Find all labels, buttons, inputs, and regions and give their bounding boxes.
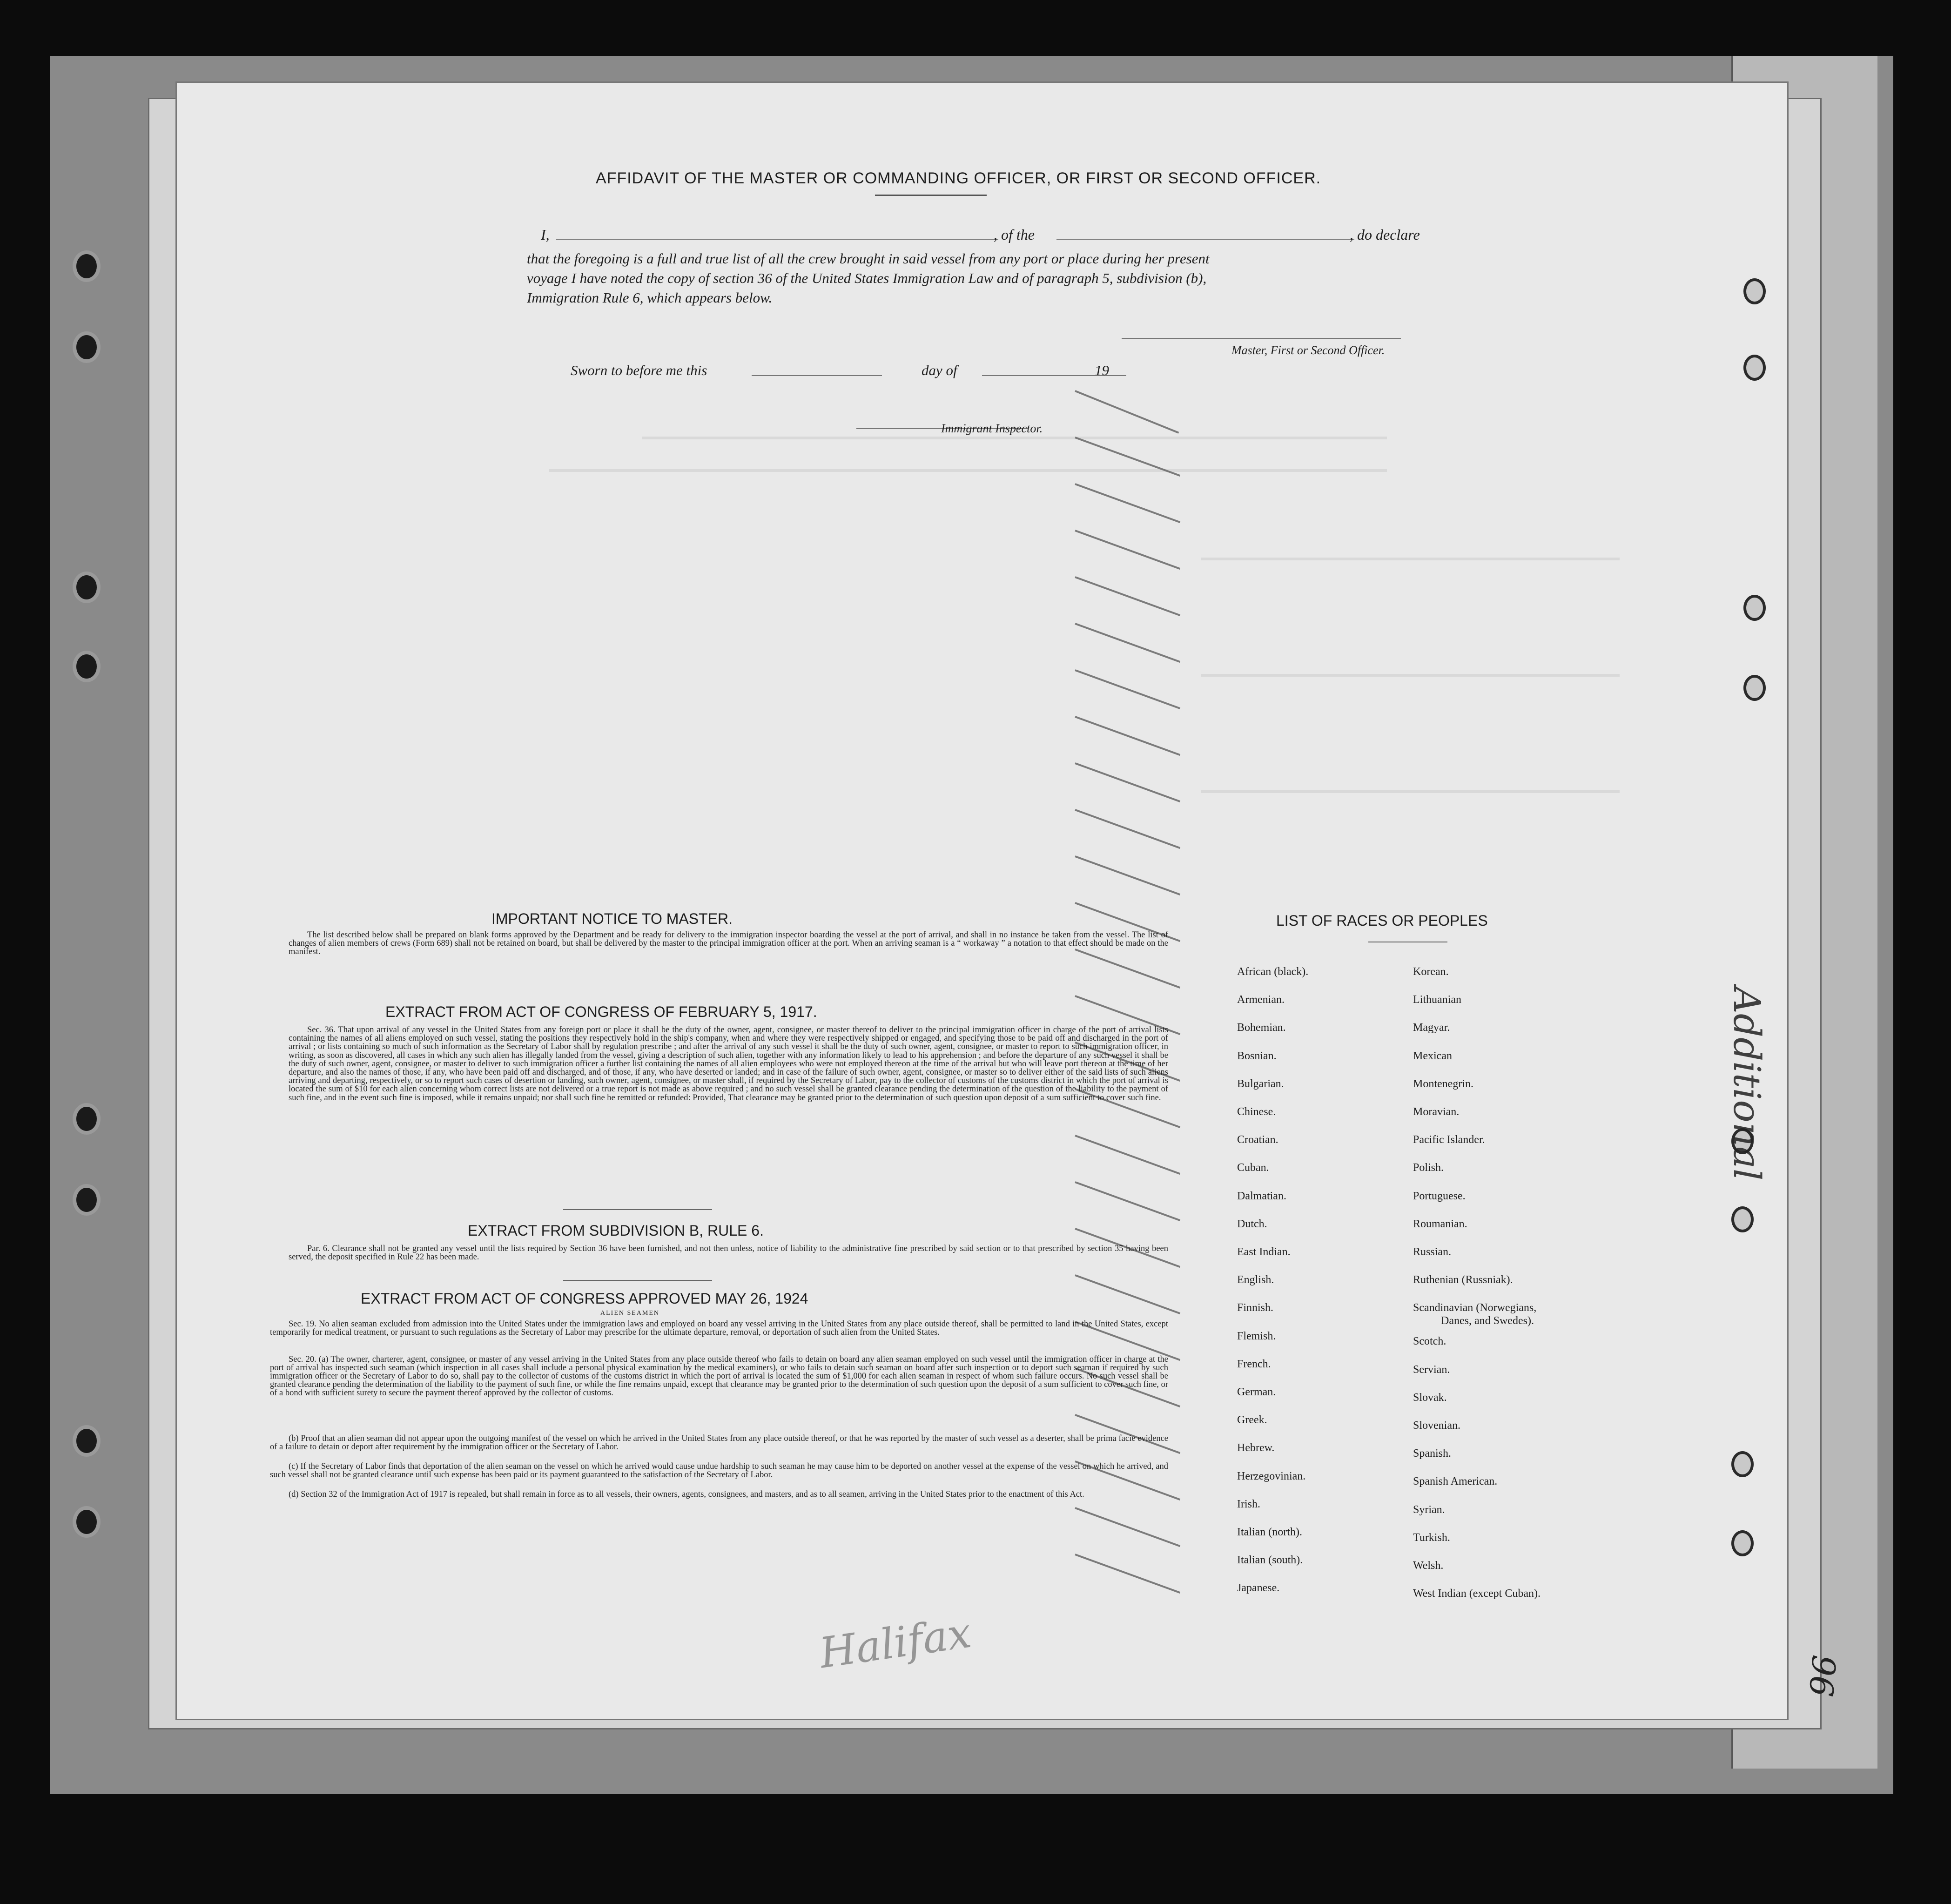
show-through bbox=[549, 469, 1387, 472]
race-item: Herzegovinian. bbox=[1237, 1470, 1306, 1482]
show-through bbox=[642, 437, 1387, 439]
ditto-slash bbox=[1075, 1274, 1180, 1314]
race-item: West Indian (except Cuban). bbox=[1413, 1588, 1541, 1600]
sec20b-text: (b) Proof that an alien seaman did not appear upon the outgoing manifest of the vessel on which he arrived in the United States from any place outside thereof, or that he was reported by the master of such vessel as a deserter, shall be prima facie evidence of a failure to detain or deport after requirement by the immigration officer or the Secretary of Labor. bbox=[270, 1434, 1168, 1452]
races-title: LIST OF RACES OR PEOPLES bbox=[1276, 912, 1488, 929]
extract-1917-body: Sec. 36. That upon arrival of any vessel in the United States from any foreign port or place it shall be the duty of the owner, agent, consignee, or master thereof to deliver to the principal immigration officer in charge of the port of arrival lists containing the names of all aliens employed on such vessel, stating the positions they respectively hold in the ship's company, when and where they were respectively shipped or engaged, and specifying those to be paid off and discharged in the port of arrival ; or lists containing so much of such information as the Secretary of Labor shall by regulation prescribe ; and after the arrival of any such vessel it shall be the duty of such owner, agent, consignee, or master to report to such immigration officer, in writing, as soon as discovered, all cases in which any such alien has illegally landed from the vessel, giving a description of such alien, together with any information likely to lead to his apprehension ; and before the departure of any such vessel it shall be the duty of such owner, agent, consignee, or master to deliver to such immigration officer a further list containing the names of all alien employees who were not employed thereon at the time of the arrival but who will leave port thereon at the time of her departure, and also the names of those, if any, who have been paid off and discharged, and of those, if any, who have deserted or landed; and in case of the failure of such owner, agent, consignee, or master so to deliver either of the said lists of such aliens arriving and departing, respectively, or so to report such cases of desertion or landing, such owner, agent, consignee, or master shall, if required by the Secretary of Labor, pay to the collector of customs of the customs district in which the port of arrival is located the sum of $10 for each alien concerning whom correct lists are not delivered or a true report is not made as above required ; and no such vessel shall be granted clearance pending the determination of the question of the liability to the payment of such fine, and in the event such fine is imposed, while it remains unpaid; nor shall such fine be remitted or refunded: Provided, That clearance may be granted prior to the determination of such question upon deposit of a sum sufficient to cover such fine. bbox=[289, 1025, 1168, 1103]
affidavit-of-the: , of the bbox=[994, 226, 1035, 243]
binder-hole bbox=[73, 1184, 101, 1216]
extract-rule6-body: Par. 6. Clearance shall not be granted any vessel until the lists required by Section 36 have been furnished, and not then unless, notice of liability to the administrative fine prescribed by said section or to that prescribed by section 35 having been served, the deposit specified in Rule 22 has been made. bbox=[289, 1244, 1168, 1262]
binder-ring bbox=[1743, 278, 1766, 304]
race-item: Finnish. bbox=[1237, 1302, 1274, 1314]
race-item: Scandinavian (Norwegians, bbox=[1413, 1302, 1537, 1314]
race-item: Roumanian. bbox=[1413, 1218, 1467, 1230]
binder-hole bbox=[73, 250, 101, 282]
show-through bbox=[1201, 674, 1620, 677]
ditto-slash bbox=[1075, 1181, 1180, 1221]
binder-ring bbox=[1731, 1530, 1754, 1556]
race-item: Magyar. bbox=[1413, 1022, 1450, 1034]
race-item: Turkish. bbox=[1413, 1531, 1450, 1544]
race-item: Dutch. bbox=[1237, 1218, 1267, 1230]
affidavit-do-declare: , do declare bbox=[1350, 226, 1420, 243]
binder-hole bbox=[73, 1425, 101, 1457]
vessel-blank bbox=[1056, 239, 1354, 240]
race-item: English. bbox=[1237, 1274, 1274, 1286]
race-item: Scotch. bbox=[1413, 1335, 1446, 1348]
sec20d-text: (d) Section 32 of the Immigration Act of 1917 is repealed, but shall remain in force as to all vessels, their owners, agents, consignees, and masters, and as to all seamen, arriving in the United States prior to the enactment of this Act. bbox=[289, 1490, 1084, 1499]
race-item: French. bbox=[1237, 1358, 1271, 1370]
section-rule bbox=[563, 1209, 712, 1210]
race-item: Ruthenian (Russniak). bbox=[1413, 1274, 1513, 1286]
race-item: Bohemian. bbox=[1237, 1022, 1286, 1034]
title-rule bbox=[875, 195, 987, 196]
day-of-label: day of bbox=[922, 362, 957, 378]
binder-ring bbox=[1743, 355, 1766, 381]
year-prefix: 19 bbox=[1095, 362, 1109, 378]
race-item: Croatian. bbox=[1237, 1134, 1278, 1146]
race-item-continued: Danes, and Swedes). bbox=[1441, 1315, 1534, 1327]
race-item: Dalmatian. bbox=[1237, 1190, 1286, 1202]
extract-1924-title: EXTRACT FROM ACT OF CONGRESS APPROVED MAY 26, 1924 bbox=[361, 1290, 808, 1307]
binder-hole bbox=[73, 331, 101, 363]
ditto-slash bbox=[1075, 576, 1180, 616]
binder-hole bbox=[73, 1506, 101, 1538]
race-item: Italian (north). bbox=[1237, 1526, 1302, 1539]
race-item: Bulgarian. bbox=[1237, 1077, 1284, 1090]
ditto-slash bbox=[1075, 530, 1180, 570]
race-item: Lithuanian bbox=[1413, 994, 1461, 1006]
ditto-slash bbox=[1075, 809, 1180, 849]
sworn-before-label: Sworn to before me this bbox=[571, 362, 707, 378]
extract-rule6-title: EXTRACT FROM SUBDIVISION B, RULE 6. bbox=[468, 1222, 764, 1239]
inspector-signature-caption: Immigrant Inspector. bbox=[941, 422, 1043, 435]
race-item: Servian. bbox=[1413, 1363, 1450, 1376]
race-item: Polish. bbox=[1413, 1162, 1444, 1174]
race-item: Syrian. bbox=[1413, 1503, 1445, 1516]
race-item: East Indian. bbox=[1237, 1246, 1291, 1258]
ditto-slash bbox=[1075, 1554, 1180, 1594]
race-item: Russian. bbox=[1413, 1246, 1452, 1258]
extract-1917-title: EXTRACT FROM ACT OF CONGRESS OF FEBRUARY 5, 1917. bbox=[385, 1003, 817, 1020]
race-item: Welsh. bbox=[1413, 1560, 1444, 1572]
handwritten-bottom-note: Halifax bbox=[816, 1608, 975, 1678]
name-blank bbox=[556, 239, 998, 240]
binder-hole bbox=[73, 572, 101, 603]
binder-ring bbox=[1743, 675, 1766, 701]
race-item: Greek. bbox=[1237, 1414, 1267, 1426]
master-signature-line bbox=[1122, 338, 1401, 339]
race-item: Montenegrin. bbox=[1413, 1077, 1473, 1090]
ditto-slash bbox=[1075, 623, 1180, 663]
race-item: Slovenian. bbox=[1413, 1420, 1460, 1432]
ditto-slash bbox=[1075, 716, 1180, 756]
affidavit-page bbox=[177, 83, 1787, 1719]
binder-ring bbox=[1743, 595, 1766, 621]
race-item: Pacific Islander. bbox=[1413, 1134, 1485, 1146]
race-item: African (black). bbox=[1237, 966, 1309, 978]
ditto-slash bbox=[1075, 669, 1180, 709]
race-item: Chinese. bbox=[1237, 1106, 1276, 1118]
race-item: Flemish. bbox=[1237, 1330, 1276, 1342]
ditto-slash bbox=[1075, 762, 1180, 802]
ditto-slash bbox=[1075, 1135, 1180, 1175]
affidavit-line4: Immigration Rule 6, which appears below. bbox=[527, 289, 773, 306]
race-item: Irish. bbox=[1237, 1498, 1260, 1510]
race-item: Portuguese. bbox=[1413, 1190, 1466, 1202]
races-right-column bbox=[1413, 958, 1646, 1608]
affidavit-i-label: I, bbox=[541, 226, 550, 243]
race-item: Mexican bbox=[1413, 1050, 1452, 1062]
race-item: Hebrew. bbox=[1237, 1442, 1275, 1454]
race-item: German. bbox=[1237, 1386, 1276, 1399]
race-item: Slovak. bbox=[1413, 1391, 1447, 1404]
show-through bbox=[1201, 558, 1620, 560]
handwritten-margin-note: Additional bbox=[1725, 987, 1769, 1181]
master-signature-caption: Master, First or Second Officer. bbox=[1231, 343, 1385, 357]
race-item: Spanish American. bbox=[1413, 1475, 1498, 1488]
races-left-column bbox=[1237, 958, 1423, 1602]
race-item: Armenian. bbox=[1237, 994, 1285, 1006]
sec19-text: Sec. 19. No alien seaman excluded from admission into the United States under the immigration laws and employed on board any vessel arriving in the United States from any place outside thereof, shall be permitted to land in the United States, except temporarily for medical treatment, or pursuant to such regulations as the Secretary of Labor may prescribe for the ultimate departure, removal, or deportation of such alien from the United States. bbox=[270, 1319, 1168, 1337]
handwritten-page-number: 96 bbox=[1801, 1653, 1843, 1698]
race-item: Cuban. bbox=[1237, 1162, 1269, 1174]
extract-1924-subtitle: ALIEN SEAMEN bbox=[600, 1310, 660, 1317]
race-item: Italian (south). bbox=[1237, 1554, 1303, 1567]
ditto-slash bbox=[1075, 1507, 1180, 1547]
ditto-slash bbox=[1075, 483, 1180, 523]
race-item: Spanish. bbox=[1413, 1447, 1452, 1460]
section-rule bbox=[563, 1280, 712, 1281]
binder-hole bbox=[73, 1103, 101, 1135]
affidavit-line2: that the foregoing is a full and true list of all the crew brought in said vessel from any port or place during her present bbox=[527, 250, 1210, 267]
binder-ring bbox=[1731, 1451, 1754, 1477]
affidavit-line3: voyage I have noted the copy of section 36 of the United States Immigration Law and of paragraph 5, subdivision (b), bbox=[527, 270, 1207, 286]
race-item: Korean. bbox=[1413, 966, 1449, 978]
affidavit-title: AFFIDAVIT OF THE MASTER OR COMMANDING OFFICER, OR FIRST OR SECOND OFFICER. bbox=[596, 169, 1321, 187]
sec20c-text: (c) If the Secretary of Labor finds that deportation of the alien seaman on the vessel on which he arrived would cause undue hardship to such seaman he may cause him to be deported on another vessel at the expense of the vessel on which he arrived, and such vessel shall not be granted clearance until such expense has been paid or its payment guaranteed to the satisfaction of the Secretary of Labor. bbox=[270, 1462, 1168, 1480]
show-through bbox=[1201, 790, 1620, 793]
ditto-slash bbox=[1075, 390, 1179, 434]
race-item: Bosnian. bbox=[1237, 1050, 1277, 1062]
ditto-slash bbox=[1075, 855, 1180, 895]
notice-title: IMPORTANT NOTICE TO MASTER. bbox=[491, 910, 733, 927]
race-item: Japanese. bbox=[1237, 1582, 1280, 1595]
binder-ring bbox=[1731, 1206, 1754, 1232]
binder-hole bbox=[73, 651, 101, 682]
notice-body: The list described below shall be prepared on blank forms approved by the Department and be ready for delivery to the immigration inspector boarding the vessel at the port of arrival, and shall in no instance be taken from the vessel. The list of changes of alien members of crews (Form 689) shall not be retained on board, but shall be delivered by the master to the principal immigration officer at the port. When an arriving seaman is a “ workaway ” a notation to that effect should be made on the manifest. bbox=[289, 930, 1168, 956]
day-blank bbox=[752, 375, 882, 376]
race-item: Moravian. bbox=[1413, 1106, 1460, 1118]
sec20a-text: Sec. 20. (a) The owner, charterer, agent, consignee, or master of any vessel arriving in the United States from any place outside thereof who fails to detain on board any alien seaman employed on such vessel until the immigration officer in charge at the port of arrival has inspected such seaman (which inspection in all cases shall include a personal physical examination by the medical examiners), or who fails to detain such seaman on board after such inspection or to deport such seaman if required by such immigration officer or the Secretary of Labor to do so, shall pay to the collector of customs of the customs district in which the port of arrival is located the sum of $1,000 for each alien seaman in respect of whom such failure occurs. No such vessel shall be granted clearance pending the determination of the liability to the payment of such fine, or while the fine remains unpaid, except that clearance may be granted prior to the determination of such question upon the deposit of a sum sufficient to cover such fine, or of a bond with sufficient surety to secure the payment thereof approved by the collector of customs. bbox=[270, 1355, 1168, 1398]
